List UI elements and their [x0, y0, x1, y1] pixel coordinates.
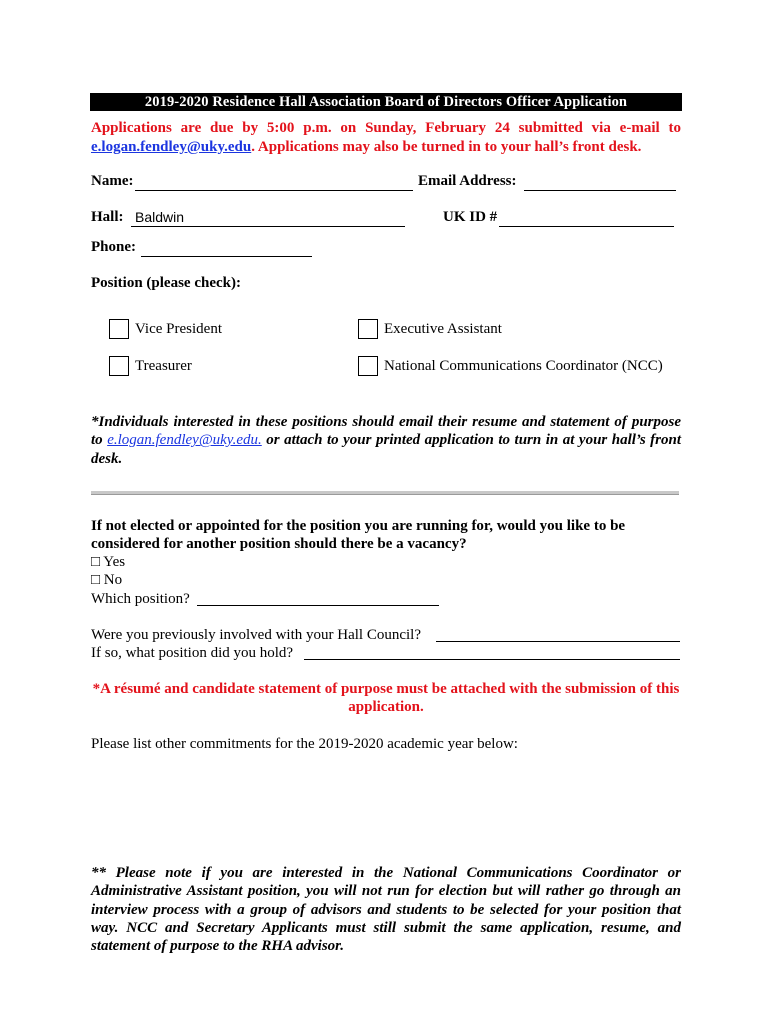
resume-notice: *A résumé and candidate statement of purpose must be attached with the submission of this application.	[92, 681, 680, 716]
name-field[interactable]	[135, 190, 413, 191]
ncc-label: National Communications Coordinator (NCC)	[384, 358, 663, 374]
interest-note-email-link[interactable]: e.logan.fendley@uky.edu.	[107, 432, 262, 449]
hall-field[interactable]	[131, 226, 405, 227]
interest-note-text-after: or attach to your printed application to turn in at your hall’s front desk.	[91, 432, 682, 467]
footer-note: ** Please note if you are interested in the National Communications Coordinator or Administrative Assistant position, you will not run for election but will rather go through an interview process with a group of advisors and students to be selected for your position that way. NCC and Secretary Applicants must still submit the same application, resume, and statement of purpose to the RHA advisor.	[91, 865, 681, 955]
phone-field[interactable]	[141, 256, 312, 257]
deadline-email-link[interactable]: e.logan.fendley@uky.edu	[91, 138, 252, 155]
interest-note-text: *Individuals interested in these positions should email their resume and statement of purpose to	[91, 414, 681, 449]
commitments-area[interactable]	[91, 758, 681, 854]
vacancy-yes-option[interactable]: □ Yes	[91, 554, 126, 570]
vice-president-checkbox[interactable]	[109, 319, 129, 339]
deadline-notice	[91, 119, 681, 156]
previous-involvement-label: Were you previously involved with your Hall Council?	[91, 627, 421, 643]
commitments-prompt: Please list other commitments for the 2019-2020 academic year below:	[91, 736, 518, 752]
which-position-field[interactable]	[197, 605, 439, 606]
ncc-checkbox[interactable]	[358, 356, 378, 376]
deadline-text-after: . Applications may also be turned in to your hall’s front desk.	[251, 138, 642, 155]
page-title: 2019-2020 Residence Hall Association Board of Directors Officer Application	[90, 93, 682, 111]
section-divider	[91, 491, 679, 495]
email-field[interactable]	[524, 190, 676, 191]
deadline-text: Applications are due by 5:00 p.m. on Sunday, February 24 submitted via e-mail to	[91, 120, 681, 136]
hall-label: Hall:	[91, 209, 124, 225]
treasurer-checkbox[interactable]	[109, 356, 129, 376]
vice-president-label: Vice President	[135, 321, 222, 337]
ukid-label: UK ID #	[443, 209, 498, 225]
interest-note	[91, 413, 681, 468]
position-held-label: If so, what position did you hold?	[91, 645, 294, 661]
which-position-label: Which position?	[91, 591, 190, 607]
email-label: Email Address:	[418, 173, 517, 189]
executive-assistant-checkbox[interactable]	[358, 319, 378, 339]
hall-value: Baldwin	[135, 209, 185, 225]
ukid-field[interactable]	[499, 226, 674, 227]
vacancy-question: If not elected or appointed for the position you are running for, would you like to be considered for another position should there be a vacancy?	[91, 518, 626, 553]
vacancy-no-option[interactable]: □ No	[91, 572, 123, 588]
treasurer-label: Treasurer	[135, 358, 192, 374]
position-label: Position (please check):	[91, 275, 241, 291]
executive-assistant-label: Executive Assistant	[384, 321, 502, 337]
name-label: Name:	[91, 173, 134, 189]
phone-label: Phone:	[91, 239, 136, 255]
position-held-field[interactable]	[304, 659, 680, 660]
previous-involvement-field[interactable]	[436, 641, 680, 642]
